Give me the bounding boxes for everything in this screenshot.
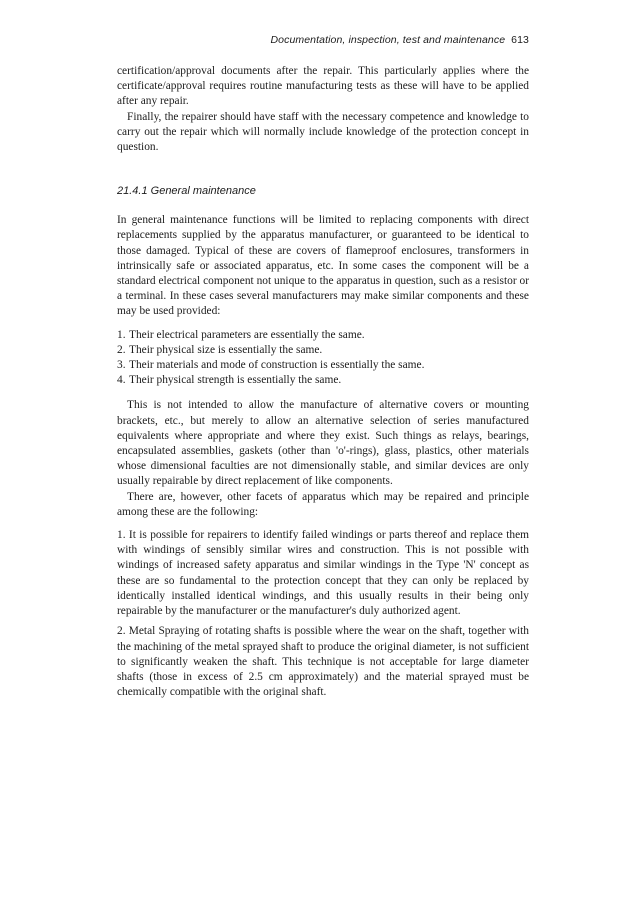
repair-item-windings: 1. It is possible for repairers to identify failed windings or parts thereof and replace them with windings of sensibly similar wires and construction. This is not possible with windings of increased safety apparatus and similar windings in the Type 'N' concept as these are so fundamental to the protection concept that they can only be replaced by identically installed identical windings, and this usually results in their being only repairable by the manufacturer or the manufacturer's duly authorized agent. [117,529,529,618]
section-heading: 21.4.1 General maintenance [117,185,256,198]
list-item: 4. Their physical strength is essentially the same. [117,374,342,387]
list-item: 2. Their physical size is essentially the same. [117,343,323,356]
list-item: 3. Their materials and mode of construction is essentially the same. [117,359,425,372]
list-item: 1. Their electrical parameters are essentially the same. [117,328,365,341]
page-number: 613 [511,34,529,46]
paragraph-continuation: certification/approval documents after the repair. This particularly applies where the certificate/approval requires routine manufacturing tests as these will have to be applied after any repair. [117,65,529,108]
paragraph-other-facets: There are, however, other facets of apparatus which may be repaired and principle among these are the following: [117,490,529,518]
conditions-list [117,328,529,389]
book-page [117,34,529,700]
repair-item-metal-spraying: 2. Metal Spraying of rotating shafts is possible where the wear on the shaft, together with the machining of the metal sprayed shaft to produce the original diameter, is not sufficient to significantly weaken the shaft. This technique is not acceptable for large diameter shafts (those in excess of 2.5 cm approximately) and the material sprayed must be chemically compatible with the original shaft. [117,625,529,699]
paragraph-repairer-staff: Finally, the repairer should have staff with the necessary competence and knowledge to carry out the repair which will normally include knowledge of the protection concept in question. [117,110,529,154]
paragraph-general-maintenance: In general maintenance functions will be limited to replacing components with direct replacements supplied by the apparatus manufacturer, or guaranteed to be identical to those damaged. Typical of these are covers of flameproof enclosures, transformers in intrinsically safe or associated apparatus, etc. In some cases the component will be a standard electrical component not unique to the apparatus in question, such as a resistor or a terminal. In these cases several manufacturers may make similar components and these may be used provided: [117,214,529,318]
running-header [117,34,529,46]
running-title: Documentation, inspection, test and maintenance [270,34,506,46]
paragraph-not-intended: This is not intended to allow the manufacture of alternative covers or mounting brackets, etc., but merely to allow an alternative selection of series manufactured equivalents where appropriate and where they exist. Such things as relays, bearings, encapsulated assemblies, gaskets (other than 'o'-rings), glass, plastics, other materials whose dimensional faculties are not dimensionally stable, and similar devices are only usually repairable by direct replacement of like components. [117,399,529,488]
